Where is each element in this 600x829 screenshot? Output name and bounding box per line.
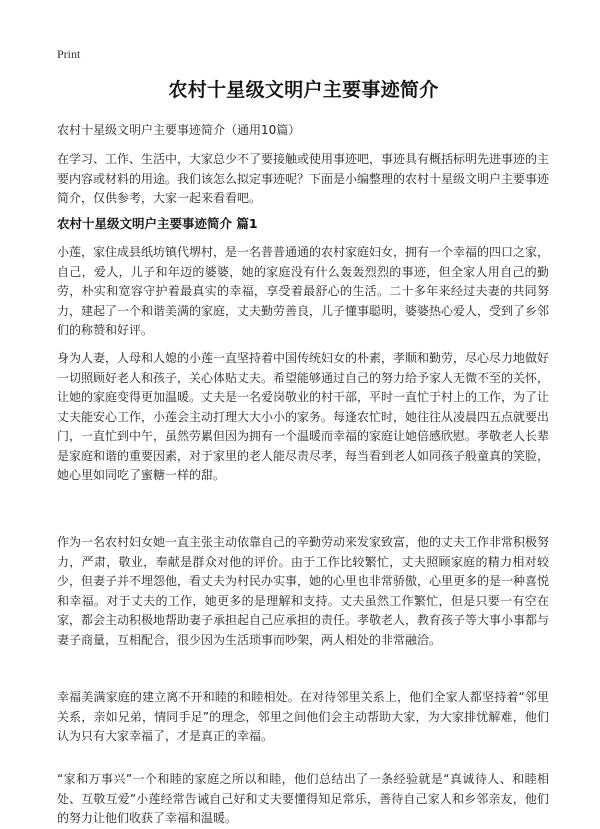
document-subtitle: 农村十星级文明户主要事迹简介（通用10篇）	[57, 123, 301, 137]
section-heading: 农村十星级文明户主要事迹简介 篇1	[57, 216, 258, 231]
intro-paragraph: 在学习、工作、生活中，大家总少不了要接触或使用事迹吧，事迹具有概括标明先进事迹的主要内容或材料的用途。我们该怎么拟定事迹呢？下面是小编整理的农村十星级文明户主要事迹简介，仅供参考，大家一起来看看吧。	[57, 152, 550, 205]
page-title: 农村十星级文明户主要事迹简介	[168, 79, 439, 101]
body-paragraph-1: 小莲，家住成县纸坊镇代堺村，是一名普普通通的农村家庭妇女，拥有一个幸福的四口之家，自己，爱人，儿子和年迈的婆婆，她的家庭没有什么轰轰烈烈的事迹，但全家人用自己的勤劳，朴实和宽容守护着最真实的幸福，享受着最舒心的生活。二十多年来经过夫妻的共同努力，建起了一个和谐美满的家庭，丈夫勤劳善良，儿子懂事聪明，婆婆热心爱人，受到了乡邻们的称赞和好评。	[57, 245, 550, 337]
print-label[interactable]: Print	[57, 47, 81, 61]
body-paragraph-2: 身为人妻，人母和人媳的小莲一直坚持着中国传统妇女的朴素，孝顺和勤劳，尽心尽力地做好一切照顾好老人和孩子，关心体贴丈夫。希望能够通过自己的努力给予家人无微不至的关怀，让她的家庭变得更加温暖。丈夫是一名爱岗敬业的村干部，平时一直忙于村上的工作，为了让丈夫能安心工作，小莲会主动打理大大小小的家务。每逢农忙时，她往往从凌晨四五点就要出门，一直忙到中午，虽然劳累但因为拥有一个温暖而幸福的家庭让她倍感欣慰。孝敬老人长辈是家庭和谐的重要因素，对于家里的老人能尽责尽孝，每当看到老人如同孩子般童真的笑脸，她心里如同吃了蜜糖一样的甜。	[57, 351, 550, 482]
body-paragraph-3: 作为一名农村妇女她一直主张主动依靠自己的辛勤劳动来发家致富，他的丈夫工作非常积极努力，严肃，敬业，奉献是群众对他的评价。由于工作比较繁忙，丈夫照顾家庭的精力相对较少，但妻子并不埋怨他，看丈夫为村民办实事，她的心里也非常骄傲，心里更多的是一种喜悦和幸福。对于丈夫的工作，她更多的是理解和支持。丈夫虽然工作繁忙，但是只要一有空在家，都会主动积极地帮助妻子承担起自己应承担的责任。孝敬老人，教育孩子等大事小事都与妻子商量，互相配合，很少因为生活琐事而吵架，两人相处的非常融洽。	[57, 535, 550, 647]
body-paragraph-4: 幸福美满家庭的建立离不开和睦的和睦相处。在对待邻里关系上，他们全家人都坚持着“邻里关系，亲如兄弟，情同手足”的理念，邻里之间他们会主动帮助大家，为大家排忧解难，他们认为只有大家幸福了，才是真正的幸福。	[57, 690, 549, 743]
body-paragraph-5: “家和万事兴”一个和睦的家庭之所以和睦，他们总结出了一条经验就是“真诚待人、和睦相处、互敬互爱”小莲经常告诫自己好和丈夫要懂得知足常乐，善待自己家人和乡邻亲友，他们的努力让他们收获了幸福和温暖。	[57, 772, 549, 825]
